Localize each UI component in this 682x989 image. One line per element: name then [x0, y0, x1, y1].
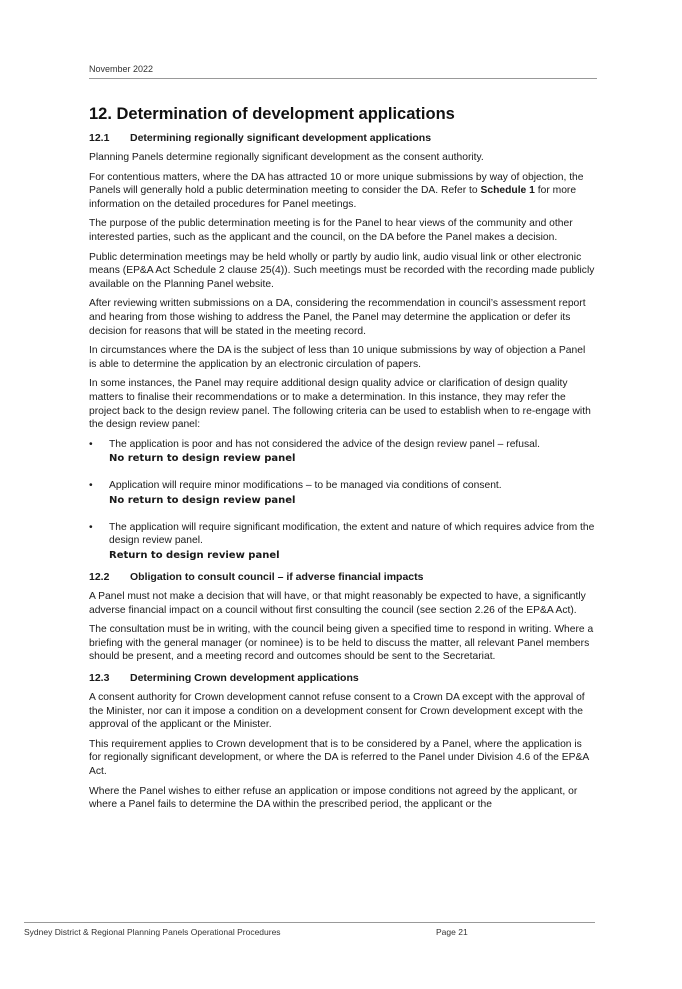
paragraph: Public determination meetings may be held wholly or partly by audio link, audio visual link or other electronic means (EP&A Act Schedule 2 clause 25(4)). Such meetings must be recorded with the recording made publicly available on the Planning Panel website.	[89, 251, 595, 290]
list-item-text: The application is poor and has not considered the advice of the design review panel – refusal.	[109, 438, 541, 450]
list-item-text: The application will require significant modification, the extent and nature of which requires advice from the design review panel.	[109, 521, 595, 547]
footer-title: Sydney District & Regional Planning Panels Operational Procedures	[24, 927, 281, 937]
paragraph: A Panel must not make a decision that will have, or that might reasonably be expected to have, a significantly adverse financial impact on a council without first consulting the council (see section 2.26 of the EP&A Act).	[89, 591, 586, 616]
list-item	[89, 479, 595, 508]
list-item-text: Application will require minor modifications – to be managed via conditions of consent.	[109, 480, 502, 492]
paragraph-text: For contentious matters, where the DA has attracted 10 or more unique submissions by way of objection, the Panels will generally hold a public determination meeting to consider the DA. Refer to	[89, 171, 584, 197]
page-number: Page 21	[436, 927, 468, 937]
paragraph: The consultation must be in writing, with the council being given a specified time to respond in writing. Where a briefing with the general manager (or nominee) is to be held to discuss the matter, all relevant Panel members should be present, and a meeting record and outcomes should be sent to the Secretariat.	[89, 624, 594, 663]
section-heading-12-2	[89, 571, 595, 584]
document-body	[89, 104, 595, 818]
page-title: 12. Determination of development applications	[89, 105, 455, 123]
header-date: November 2022	[89, 64, 154, 74]
list-item	[89, 438, 595, 467]
schedule-reference: Schedule 1	[480, 185, 535, 197]
list-item-outcome: No return to design review panel	[109, 494, 296, 506]
paragraph: Planning Panels determine regionally significant development as the consent authority.	[89, 152, 484, 163]
paragraph-text: for more information on the detailed procedures for Panel meetings.	[89, 185, 577, 210]
section-title: Obligation to consult council – if adverse financial impacts	[130, 571, 424, 584]
paragraph: This requirement applies to Crown development that is to be considered by a Panel, where the application is for regionally significant development, or where the DA is referred to the Panel under Division 4.6 of the EP&A Act.	[89, 738, 589, 777]
paragraph: The purpose of the public determination meeting is for the Panel to hear views of the community and other interested parties, such as the applicant and the council, on the DA before the Panel makes a decision.	[89, 218, 573, 243]
paragraph: Where the Panel wishes to either refuse an application or impose conditions not agreed by the applicant, or where a Panel fails to determine the DA within the prescribed period, the applicant or the	[89, 785, 578, 811]
section-number: 12.1	[89, 132, 110, 144]
paragraph	[89, 171, 595, 212]
bullet-icon: •	[89, 438, 93, 450]
section-title: Determining Crown development applications	[130, 672, 359, 685]
section-number: 12.3	[89, 672, 110, 685]
bullet-icon: •	[89, 521, 93, 533]
criteria-list	[89, 438, 595, 563]
paragraph: A consent authority for Crown development cannot refuse consent to a Crown DA except with the approval of the Minister, nor can it impose a condition on a development consent for Crown development except with the approval of the applicant or the Minister.	[89, 692, 585, 731]
section-title: Determining regionally significant development applications	[130, 132, 432, 144]
list-item-outcome: Return to design review panel	[109, 550, 280, 562]
paragraph: In some instances, the Panel may require additional design quality advice or clarification of design quality matters to finalise their recommendations or to make a determination. In this instance, they may refer the project back to the design review panel. The following criteria can be used to establish when to re-engage with the design review panel:	[89, 378, 591, 431]
section-heading-12-3	[89, 672, 595, 685]
paragraph: After reviewing written submissions on a DA, considering the recommendation in council’s assessment report and hearing from those wishing to address the Panel, the Panel may determine the application or defer its decision for reasons that will be stated in the meeting record.	[89, 298, 586, 337]
list-item-outcome: No return to design review panel	[109, 453, 296, 465]
paragraph: In circumstances where the DA is the subject of less than 10 unique submissions by way of objection a Panel is able to determine the application by an electronic circulation of papers.	[89, 345, 586, 370]
page-footer	[24, 922, 595, 937]
page-header	[89, 64, 597, 79]
section-heading-12-1	[89, 132, 595, 145]
section-number: 12.2	[89, 571, 110, 584]
bullet-icon: •	[89, 480, 93, 492]
list-item	[89, 521, 595, 563]
